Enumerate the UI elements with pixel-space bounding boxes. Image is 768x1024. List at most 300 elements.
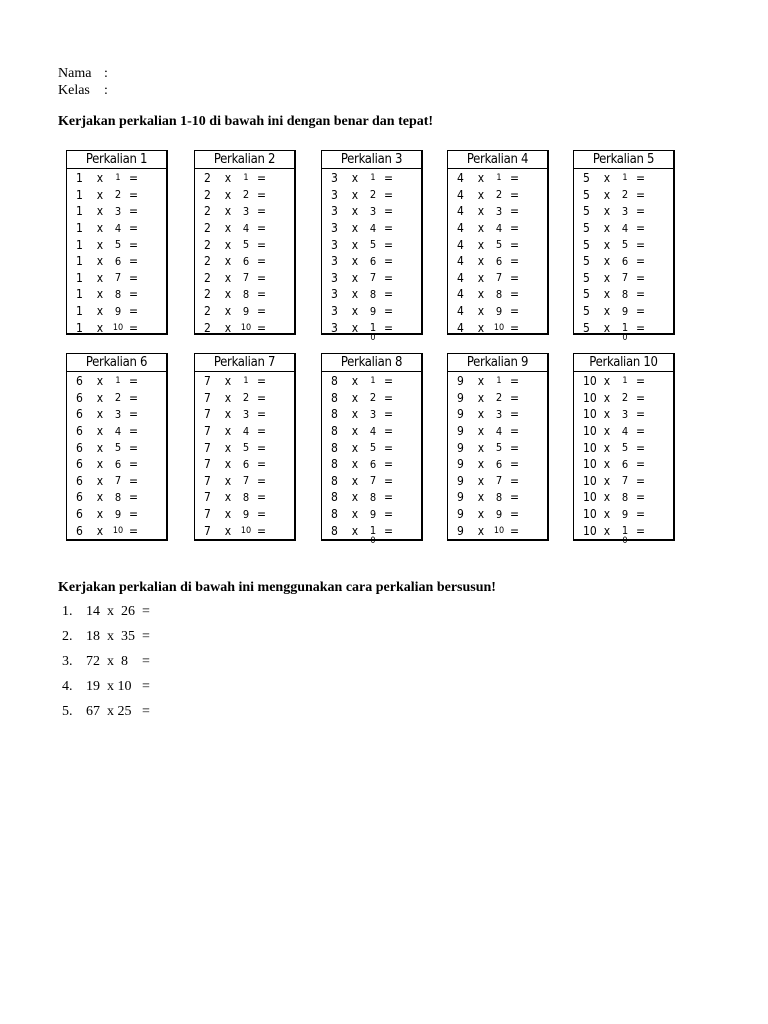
multiplicand: 4 — [457, 171, 464, 186]
multiplicand: 9 — [457, 424, 464, 439]
multiplier: 6 — [495, 254, 503, 268]
multiplicand: 3 — [331, 320, 338, 335]
equals-sign: = — [384, 254, 394, 269]
equals-sign: = — [510, 270, 520, 285]
equals-sign: = — [257, 187, 267, 202]
times-sign: x — [603, 287, 611, 302]
multiplicand: 9 — [457, 374, 464, 389]
multiplier: 7 — [114, 474, 122, 488]
times-sign: x — [603, 457, 611, 472]
table-title: Perkalian 2 — [195, 151, 294, 169]
multiplicand: 5 — [583, 254, 590, 269]
student-info — [58, 65, 108, 99]
times-sign: x — [603, 507, 611, 522]
instruction-problems: Kerjakan perkalian di bawah ini menggunakan cara perkalian bersusun! — [58, 580, 496, 595]
times-sign: x — [351, 490, 359, 505]
times-sign: x — [477, 171, 485, 186]
problem-item — [62, 629, 150, 654]
multiplicand: 4 — [457, 254, 464, 269]
multiplicand: 4 — [457, 287, 464, 302]
equals-sign: = — [384, 457, 394, 472]
times-sign: x — [96, 490, 104, 505]
multiplier: 4 — [242, 424, 250, 438]
instruction-tables: Kerjakan perkalian 1-10 di bawah ini dengan benar dan tepat! — [58, 114, 434, 129]
table-row — [67, 286, 166, 303]
multiplier: 9 — [495, 304, 503, 318]
equals-sign: = — [636, 204, 646, 219]
times-sign: x — [477, 507, 485, 522]
multiplier: 8 — [114, 287, 122, 301]
multiplier: 4 — [495, 221, 503, 235]
multiplier: 6 — [621, 457, 629, 471]
equals-sign: = — [257, 171, 267, 186]
table-title: Perkalian 7 — [195, 354, 294, 372]
multiplicand: 10 — [583, 457, 597, 472]
table-row — [195, 236, 294, 253]
multiplier: 4 — [114, 424, 122, 438]
times-sign: x — [477, 523, 485, 538]
times-sign: x — [224, 221, 232, 236]
times-sign: x — [603, 490, 611, 505]
equals-sign: = — [510, 254, 520, 269]
equals-sign: = — [257, 287, 267, 302]
equals-sign: = — [636, 287, 646, 302]
multiplicand: 10 — [583, 374, 597, 389]
multiplicand: 3 — [331, 221, 338, 236]
multiplicand: 5 — [583, 270, 590, 285]
multiplier-digit-1: 1 — [621, 321, 629, 335]
equals-sign: = — [636, 490, 646, 505]
times-sign: x — [477, 237, 485, 252]
multiplier: 6 — [242, 254, 250, 268]
multiplier: 7 — [495, 474, 503, 488]
times-sign: x — [477, 440, 485, 455]
times-sign: x — [351, 221, 359, 236]
table-row — [322, 489, 421, 506]
equals-sign: = — [384, 374, 394, 389]
multiplicand: 7 — [204, 374, 211, 389]
equals-sign: = — [636, 320, 646, 335]
multiplier: 6 — [495, 457, 503, 471]
times-sign: x — [351, 204, 359, 219]
equals-sign: = — [636, 507, 646, 522]
multiplicand: 8 — [331, 407, 338, 422]
equals-sign: = — [129, 390, 139, 405]
multiplication-table — [194, 353, 296, 541]
table-row — [322, 522, 421, 547]
multiplier: 3 — [114, 407, 122, 421]
multiplier: 2 — [495, 391, 503, 405]
multiplicand: 9 — [457, 440, 464, 455]
table-row — [574, 270, 673, 287]
multiplier — [362, 524, 384, 547]
equals-sign: = — [257, 204, 267, 219]
multiplier: 6 — [621, 254, 629, 268]
times-sign: x — [477, 407, 485, 422]
equals-sign: = — [510, 374, 520, 389]
times-sign: x — [96, 424, 104, 439]
times-sign: x — [477, 390, 485, 405]
multiplier: 1 — [622, 173, 628, 184]
multiplier: 2 — [621, 188, 629, 202]
multiplicand: 10 — [583, 473, 597, 488]
times-sign: x — [351, 254, 359, 269]
multiplier: 5 — [369, 238, 377, 252]
times-sign: x — [96, 457, 104, 472]
table-row — [67, 303, 166, 320]
table-row — [448, 456, 547, 473]
multiplicand: 8 — [331, 523, 338, 538]
multiplier: 1 — [496, 376, 502, 387]
multiplier: 6 — [114, 254, 122, 268]
times-sign: x — [603, 523, 611, 538]
equals-sign: = — [384, 187, 394, 202]
multiplication-table — [447, 150, 549, 335]
multiplier: 2 — [621, 391, 629, 405]
equals-sign: = — [384, 221, 394, 236]
multiplier: 1 — [115, 173, 121, 184]
equals-sign: = — [129, 424, 139, 439]
times-sign: x — [603, 204, 611, 219]
times-sign: x — [351, 507, 359, 522]
equals-sign: = — [636, 237, 646, 252]
equals-sign: = — [636, 254, 646, 269]
multiplier: 6 — [369, 254, 377, 268]
table-row — [67, 506, 166, 523]
multiplier: 7 — [495, 271, 503, 285]
times-sign: x — [351, 304, 359, 319]
multiplicand: 6 — [76, 440, 83, 455]
table-row — [448, 270, 547, 287]
equals-sign: = — [129, 204, 139, 219]
table-rows — [448, 169, 547, 336]
equals-sign: = — [510, 523, 520, 538]
table-rows — [574, 169, 673, 344]
equals-sign: = — [384, 473, 394, 488]
multiplicand: 8 — [331, 440, 338, 455]
multiplicand: 7 — [204, 440, 211, 455]
table-row — [448, 286, 547, 303]
multiplier: 1 — [243, 376, 249, 387]
equals-sign: = — [510, 440, 520, 455]
multiplier: 10 — [240, 525, 252, 536]
equals-sign: = — [129, 304, 139, 319]
multiplier: 3 — [369, 407, 377, 421]
multiplicand: 7 — [204, 507, 211, 522]
multiplicand: 9 — [457, 523, 464, 538]
multiplicand: 1 — [76, 254, 83, 269]
multiplicand: 4 — [457, 187, 464, 202]
multiplicand: 8 — [331, 507, 338, 522]
multiplicand: 3 — [331, 171, 338, 186]
multiplicand: 2 — [204, 304, 211, 319]
multiplier: 1 — [496, 173, 502, 184]
equals-sign: = — [257, 304, 267, 319]
multiplier-digit-0: 0 — [622, 536, 628, 547]
equals-sign: = — [510, 507, 520, 522]
multiplier: 4 — [621, 221, 629, 235]
multiplier: 4 — [369, 424, 377, 438]
multiplier: 4 — [369, 221, 377, 235]
multiplicand: 7 — [204, 407, 211, 422]
equals-sign: = — [510, 221, 520, 236]
problem-item — [62, 604, 150, 629]
times-sign: x — [96, 270, 104, 285]
multiplicand: 9 — [457, 473, 464, 488]
multiplicand: 9 — [457, 507, 464, 522]
table-row — [448, 373, 547, 390]
equals-sign: = — [510, 171, 520, 186]
table-row — [574, 373, 673, 390]
multiplier: 4 — [242, 221, 250, 235]
multiplicand: 2 — [204, 254, 211, 269]
table-title: Perkalian 8 — [322, 354, 421, 372]
multiplier: 2 — [495, 188, 503, 202]
multiplier: 9 — [369, 507, 377, 521]
multiplier: 7 — [621, 474, 629, 488]
equals-sign: = — [510, 490, 520, 505]
table-row — [195, 220, 294, 237]
multiplier: 9 — [369, 304, 377, 318]
equals-sign: = — [257, 221, 267, 236]
times-sign: x — [96, 304, 104, 319]
table-row — [67, 406, 166, 423]
equals-sign: = — [384, 204, 394, 219]
times-sign: x — [603, 187, 611, 202]
multiplicand: 3 — [331, 254, 338, 269]
times-sign: x — [224, 270, 232, 285]
table-row — [574, 406, 673, 423]
multiplicand: 7 — [204, 523, 211, 538]
equals-sign: = — [257, 473, 267, 488]
times-sign: x — [224, 304, 232, 319]
table-row — [67, 236, 166, 253]
kelas-row — [58, 82, 108, 99]
times-sign: x — [603, 237, 611, 252]
equals-sign: = — [384, 507, 394, 522]
equals-sign: = — [257, 320, 267, 335]
multiplicand: 9 — [457, 390, 464, 405]
multiplier: 2 — [114, 391, 122, 405]
multiplicand: 1 — [76, 304, 83, 319]
times-sign: x — [224, 204, 232, 219]
times-sign: x — [351, 237, 359, 252]
multiplicand: 10 — [583, 440, 597, 455]
problem-number: 3. — [62, 654, 73, 669]
equals-sign: = — [636, 304, 646, 319]
multiplier: 8 — [242, 287, 250, 301]
table-row — [448, 423, 547, 440]
table-rows — [67, 372, 166, 539]
multiplicand: 1 — [76, 187, 83, 202]
equals-sign: = — [510, 457, 520, 472]
times-sign: x — [603, 407, 611, 422]
equals-sign: = — [384, 304, 394, 319]
equals-sign: = — [510, 320, 520, 335]
multiplicand: 7 — [204, 490, 211, 505]
multiplier: 8 — [369, 490, 377, 504]
multiplier: 5 — [114, 441, 122, 455]
multiplication-table — [573, 353, 675, 547]
table-title: Perkalian 10 — [574, 354, 673, 372]
multiplier: 5 — [495, 441, 503, 455]
equals-sign: = — [129, 221, 139, 236]
table-row — [448, 489, 547, 506]
multiplier-digit-0: 0 — [370, 536, 376, 547]
multiplier: 6 — [114, 457, 122, 471]
equals-sign: = — [129, 407, 139, 422]
multiplicand: 2 — [204, 287, 211, 302]
times-sign: x — [603, 171, 611, 186]
multiplicand: 3 — [331, 237, 338, 252]
multiplier-digit-0: 0 — [370, 333, 376, 344]
multiplier: 10 — [112, 322, 124, 333]
table-row — [322, 170, 421, 187]
equals-sign: = — [636, 473, 646, 488]
multiplication-table — [321, 353, 423, 547]
times-sign: x — [351, 320, 359, 335]
multiplicand: 4 — [457, 304, 464, 319]
multiplier: 9 — [114, 304, 122, 318]
times-sign: x — [603, 424, 611, 439]
times-sign: x — [224, 374, 232, 389]
kelas-separator: : — [104, 83, 108, 98]
equals-sign: = — [257, 490, 267, 505]
table-row — [322, 439, 421, 456]
multiplicand: 6 — [76, 507, 83, 522]
problem-expression: 19 x 10 = — [86, 679, 150, 694]
times-sign: x — [351, 374, 359, 389]
equals-sign: = — [636, 440, 646, 455]
table-row — [322, 270, 421, 287]
multiplicand: 10 — [583, 390, 597, 405]
times-sign: x — [351, 390, 359, 405]
equals-sign: = — [129, 374, 139, 389]
times-sign: x — [224, 237, 232, 252]
problem-item — [62, 654, 150, 679]
multiplicand: 10 — [583, 507, 597, 522]
times-sign: x — [224, 320, 232, 335]
equals-sign: = — [384, 320, 394, 335]
table-row — [448, 187, 547, 204]
multiplier: 3 — [114, 204, 122, 218]
table-row — [574, 170, 673, 187]
multiplicand: 6 — [76, 523, 83, 538]
times-sign: x — [96, 523, 104, 538]
table-row — [322, 253, 421, 270]
multiplier: 2 — [242, 188, 250, 202]
times-sign: x — [477, 204, 485, 219]
multiplicand: 2 — [204, 171, 211, 186]
table-row — [448, 390, 547, 407]
table-row — [322, 390, 421, 407]
multiplier: 5 — [495, 238, 503, 252]
table-row — [195, 489, 294, 506]
table-row — [448, 170, 547, 187]
table-row — [448, 406, 547, 423]
multiplicand: 7 — [204, 390, 211, 405]
times-sign: x — [224, 457, 232, 472]
problem-expression: 14 x 26 = — [86, 604, 150, 619]
multiplier: 3 — [242, 407, 250, 421]
table-row — [574, 473, 673, 490]
times-sign: x — [351, 171, 359, 186]
multiplication-table — [573, 150, 675, 344]
equals-sign: = — [510, 287, 520, 302]
multiplicand: 3 — [331, 204, 338, 219]
times-sign: x — [351, 187, 359, 202]
table-row — [195, 187, 294, 204]
times-sign: x — [603, 221, 611, 236]
multiplicand: 8 — [331, 490, 338, 505]
multiplier: 7 — [242, 474, 250, 488]
table-row — [574, 220, 673, 237]
times-sign: x — [224, 187, 232, 202]
multiplier: 2 — [369, 391, 377, 405]
table-row — [67, 203, 166, 220]
table-row — [67, 489, 166, 506]
multiplicand: 6 — [76, 457, 83, 472]
multiplier: 7 — [242, 271, 250, 285]
equals-sign: = — [384, 171, 394, 186]
table-row — [322, 319, 421, 344]
equals-sign: = — [636, 523, 646, 538]
nama-separator: : — [104, 66, 108, 81]
multiplicand: 6 — [76, 490, 83, 505]
table-title: Perkalian 4 — [448, 151, 547, 169]
kelas-label: Kelas — [58, 83, 90, 98]
equals-sign: = — [636, 270, 646, 285]
equals-sign: = — [129, 287, 139, 302]
table-row — [448, 522, 547, 539]
multiplicand: 5 — [583, 304, 590, 319]
multiplier: 9 — [114, 507, 122, 521]
times-sign: x — [603, 304, 611, 319]
table-row — [67, 522, 166, 539]
times-sign: x — [224, 171, 232, 186]
times-sign: x — [603, 440, 611, 455]
multiplicand: 5 — [583, 287, 590, 302]
multiplier-digit-0: 0 — [622, 333, 628, 344]
multiplicand: 10 — [583, 523, 597, 538]
equals-sign: = — [129, 507, 139, 522]
multiplicand: 3 — [331, 304, 338, 319]
table-row — [574, 303, 673, 320]
table-row — [67, 373, 166, 390]
multiplicand: 6 — [76, 424, 83, 439]
table-row — [574, 236, 673, 253]
equals-sign: = — [636, 407, 646, 422]
multiplicand: 3 — [331, 287, 338, 302]
times-sign: x — [96, 254, 104, 269]
table-row — [448, 220, 547, 237]
multiplicand: 4 — [457, 270, 464, 285]
equals-sign: = — [636, 390, 646, 405]
equals-sign: = — [129, 473, 139, 488]
times-sign: x — [224, 424, 232, 439]
table-row — [322, 187, 421, 204]
equals-sign: = — [510, 304, 520, 319]
multiplicand: 1 — [76, 270, 83, 285]
table-row — [195, 303, 294, 320]
table-row — [195, 522, 294, 539]
table-row — [322, 423, 421, 440]
problem-expression: 18 x 35 = — [86, 629, 150, 644]
times-sign: x — [477, 254, 485, 269]
table-row — [67, 439, 166, 456]
multiplier: 9 — [242, 304, 250, 318]
times-sign: x — [351, 407, 359, 422]
